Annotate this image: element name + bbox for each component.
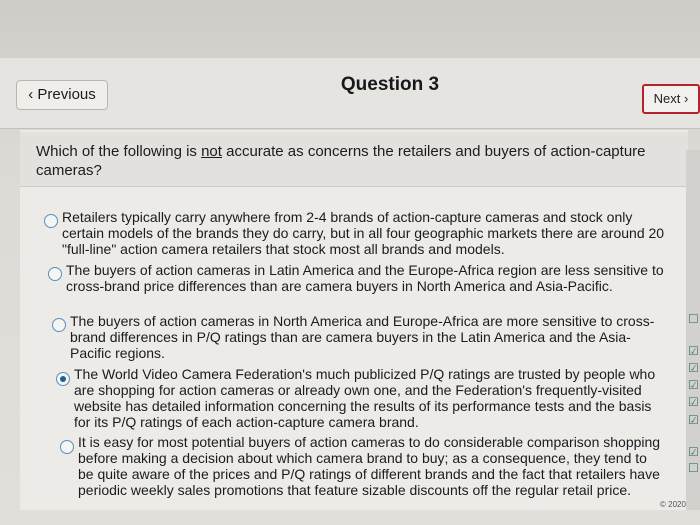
option-radio-1[interactable] (44, 214, 58, 228)
progress-check-icon: ☑ (688, 344, 699, 358)
option-radio-5[interactable] (60, 440, 74, 454)
option-label-4[interactable]: The World Video Camera Federation's much publicized P/Q ratings are trusted by people who are shopping for action cameras or already own one, and the Federation's frequently-visited website has detailed information concerning the results of its performance tests and the basis for its P/Q ratings of each action-capture camera brand. (74, 366, 656, 430)
progress-check-icon: ☐ (688, 312, 699, 326)
option-radio-2[interactable] (48, 267, 62, 281)
copyright-text: © 2020 (660, 500, 686, 509)
option-label-3[interactable]: The buyers of action cameras in North America and Europe-Africa are more sensitive to cross-brand differences in P/Q ratings than are camera buyers in the Latin America and the Asia-Pacific regions. (70, 313, 655, 361)
previous-button[interactable]: ‹ Previous (16, 80, 108, 110)
question-text-before: Which of the following is (36, 143, 202, 160)
option-radio-4[interactable] (56, 372, 70, 386)
option-label-1[interactable]: Retailers typically carry anywhere from 2-4 brands of action-capture cameras and stock only certain models of the brands they do carry, but in all four geographic markets there are around 20 "full-line" action camera retailers that stock most all brands and models. (62, 209, 665, 257)
option-radio-3[interactable] (52, 318, 66, 332)
progress-check-icon: ☑ (688, 378, 699, 392)
progress-check-icon: ☑ (688, 361, 699, 375)
question-text (36, 142, 686, 180)
question-text-after: accurate as concerns the retailers and buyers of action-capture cameras? (36, 143, 646, 179)
option-label-2[interactable]: The buyers of action cameras in Latin America and the Europe-Africa region are less sensitive to cross-brand price differences than are camera buyers in North America and Asia-Pacific. (66, 262, 664, 294)
progress-check-icon: ☑ (688, 445, 699, 459)
option-label-5[interactable]: It is easy for most potential buyers of action cameras to do considerable comparison shopping before making a decision about which camera brand to buy; as a consequence, they tend to be quite aware of the prices and P/Q ratings of different brands and the fact that retailers have periodic weekly sales promotions that feature sizable discounts off the regular retail price. (78, 434, 661, 498)
next-button[interactable]: Next › (642, 84, 700, 114)
question-text-emphasis: not (201, 143, 222, 160)
question-title: Question 3 (340, 74, 440, 95)
progress-check-icon: ☑ (688, 395, 699, 409)
progress-check-icon: ☑ (688, 413, 699, 427)
progress-empty-icon: ☐ (688, 461, 699, 475)
